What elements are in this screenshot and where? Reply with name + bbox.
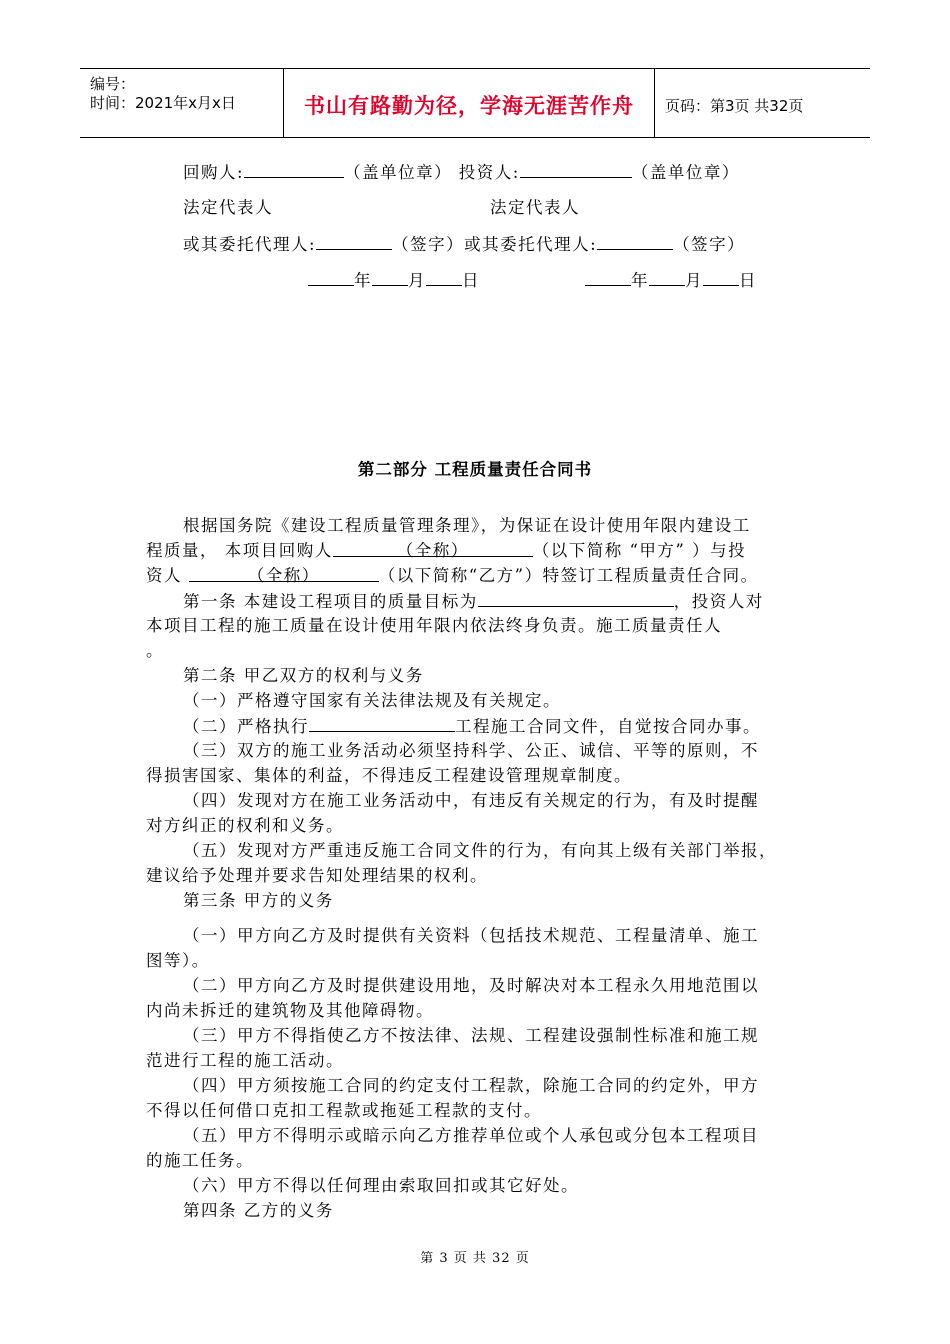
header-motto-cell bbox=[284, 69, 655, 137]
paragraph-line: （一）甲方向乙方及时提供有关资料（包括技术规范、工程量清单、施工 bbox=[183, 926, 759, 945]
year-label: 年 bbox=[354, 271, 372, 290]
agent-blank-right bbox=[597, 234, 673, 250]
text-segment: 程质量， 本项目回购人 bbox=[146, 541, 333, 560]
text-segment: （二）严格执行 bbox=[183, 717, 309, 736]
year-blank bbox=[308, 270, 354, 286]
paragraph-line: （六）甲方不得以任何理由索取回扣或其它好处。 bbox=[183, 1176, 579, 1195]
paragraph-line: 得损害国家、集体的利益，不得违反工程建设管理规章制度。 bbox=[146, 766, 632, 785]
section-title: 第二部分 工程质量责任合同书 bbox=[357, 460, 593, 479]
year-label: 年 bbox=[631, 271, 649, 290]
paragraph-line bbox=[146, 566, 759, 586]
repurchaser-label: 回购人: bbox=[183, 163, 245, 182]
fill-in-blank bbox=[189, 566, 379, 585]
month-blank bbox=[372, 270, 408, 286]
article-3-title: 第三条 甲方的义务 bbox=[183, 891, 334, 910]
fill-in-blank bbox=[333, 541, 533, 560]
paragraph-line: 根据国务院《建设工程质量管理条理》，为保证在设计使用年限内建设工 bbox=[183, 516, 751, 535]
paragraph-line: （四）甲方须按施工合同的约定支付工程款，除施工合同的约定外，甲方 bbox=[183, 1076, 759, 1095]
text-segment: 第一条 本建设工程项目的质量目标为 bbox=[183, 592, 478, 611]
day-blank bbox=[703, 270, 739, 286]
article-2-title: 第二条 甲乙双方的权利与义务 bbox=[183, 666, 424, 685]
paragraph-line: 内尚未拆迁的建筑物及其他障碍物。 bbox=[146, 1001, 434, 1020]
paragraph-line: （五）甲方不得明示或暗示向乙方推荐单位或个人承包或分包本工程项目 bbox=[183, 1126, 759, 1145]
paragraph-line: 图等）。 bbox=[146, 951, 210, 970]
day-label: 日 bbox=[739, 271, 757, 290]
fill-in-text: （全称） bbox=[396, 541, 469, 560]
paragraph-line: 建议给予处理并要求告知处理结果的权利。 bbox=[146, 866, 488, 885]
sign-label: （签字） bbox=[673, 235, 746, 254]
page-footer: 第 3 页 共 32 页 bbox=[420, 1251, 530, 1266]
month-label: 月 bbox=[685, 271, 703, 290]
paragraph-line: （一）严格遵守国家有关法律法规及有关规定。 bbox=[183, 691, 561, 710]
day-blank bbox=[426, 270, 462, 286]
investor-blank bbox=[520, 162, 632, 178]
agent-blank-left bbox=[316, 234, 392, 250]
investor-label: （盖单位章） 投资人: bbox=[344, 163, 520, 182]
quality-target-blank bbox=[478, 591, 674, 607]
paragraph-line: （四）发现对方在施工业务活动中，有违反有关规定的行为，有及时提醒 bbox=[183, 791, 759, 810]
text-segment: 工程施工合同文件，自觉按合同办事。 bbox=[455, 717, 761, 736]
month-blank bbox=[649, 270, 685, 286]
signature-line-agents bbox=[183, 234, 745, 255]
day-label: 日 bbox=[462, 271, 480, 290]
paragraph-line: 不得以任何借口克扣工程款或拖延工程款的支付。 bbox=[146, 1101, 542, 1120]
text-segment: （以下简称“乙方”）特签订工程质量责任合同。 bbox=[378, 566, 759, 585]
page-header bbox=[80, 68, 870, 138]
paragraph-line bbox=[146, 541, 746, 561]
seal-label: （盖单位章） bbox=[631, 163, 740, 182]
agent-label-left: 或其委托代理人: bbox=[183, 235, 317, 254]
text-segment: 资人 bbox=[146, 566, 189, 585]
paragraph-line: （五）发现对方严重违反施工合同文件的行为，有向其上级有关部门举报， bbox=[183, 841, 777, 860]
paragraph-line: 本项目工程的施工质量在设计使用年限内依法终身负责。施工质量责任人 bbox=[146, 616, 722, 635]
paragraph-line: 对方纠正的权利和义务。 bbox=[146, 816, 344, 835]
legal-rep-label-right: 法定代表人 bbox=[490, 198, 580, 217]
paragraph-line: 。 bbox=[146, 641, 164, 660]
fill-in-text: （全称） bbox=[247, 566, 320, 585]
agent-label-right: （签字）或其委托代理人: bbox=[392, 235, 598, 254]
article-4-title: 第四条 乙方的义务 bbox=[183, 1201, 334, 1220]
paragraph-line: （二）甲方向乙方及时提供建设用地，及时解决对本工程永久用地范围以 bbox=[183, 976, 759, 995]
paragraph-line: （三）双方的施工业务活动必须坚持科学、公正、诚信、平等的原则，不 bbox=[183, 741, 759, 760]
paragraph-line bbox=[183, 716, 761, 737]
signature-line-parties bbox=[183, 162, 740, 183]
paragraph-line: 范进行工程的施工活动。 bbox=[146, 1051, 344, 1070]
contract-blank bbox=[309, 716, 455, 732]
document-time-label: 时间：2021年x月x日 bbox=[90, 94, 236, 112]
text-segment: ，投资人对 bbox=[673, 592, 764, 611]
paragraph-line: 的施工任务。 bbox=[146, 1151, 254, 1170]
article-1-line bbox=[183, 591, 764, 612]
document-number-label: 编号： bbox=[90, 75, 136, 93]
header-page-label: 页码：第3页 共32页 bbox=[665, 97, 804, 115]
header-page-cell bbox=[655, 69, 870, 137]
date-line-right bbox=[585, 270, 757, 291]
date-line-left bbox=[308, 270, 480, 291]
paragraph-line: （三）甲方不得指使乙方不按法律、法规、工程建设强制性标准和施工规 bbox=[183, 1026, 759, 1045]
repurchaser-blank bbox=[244, 162, 344, 178]
header-meta-cell bbox=[80, 69, 284, 137]
header-motto: 书山有路勤为径，学海无涯苦作舟 bbox=[304, 94, 634, 118]
month-label: 月 bbox=[408, 271, 426, 290]
legal-rep-label-left: 法定代表人 bbox=[183, 198, 273, 217]
year-blank bbox=[585, 270, 631, 286]
text-segment: （以下简称 “甲方” ）与投 bbox=[532, 541, 747, 560]
